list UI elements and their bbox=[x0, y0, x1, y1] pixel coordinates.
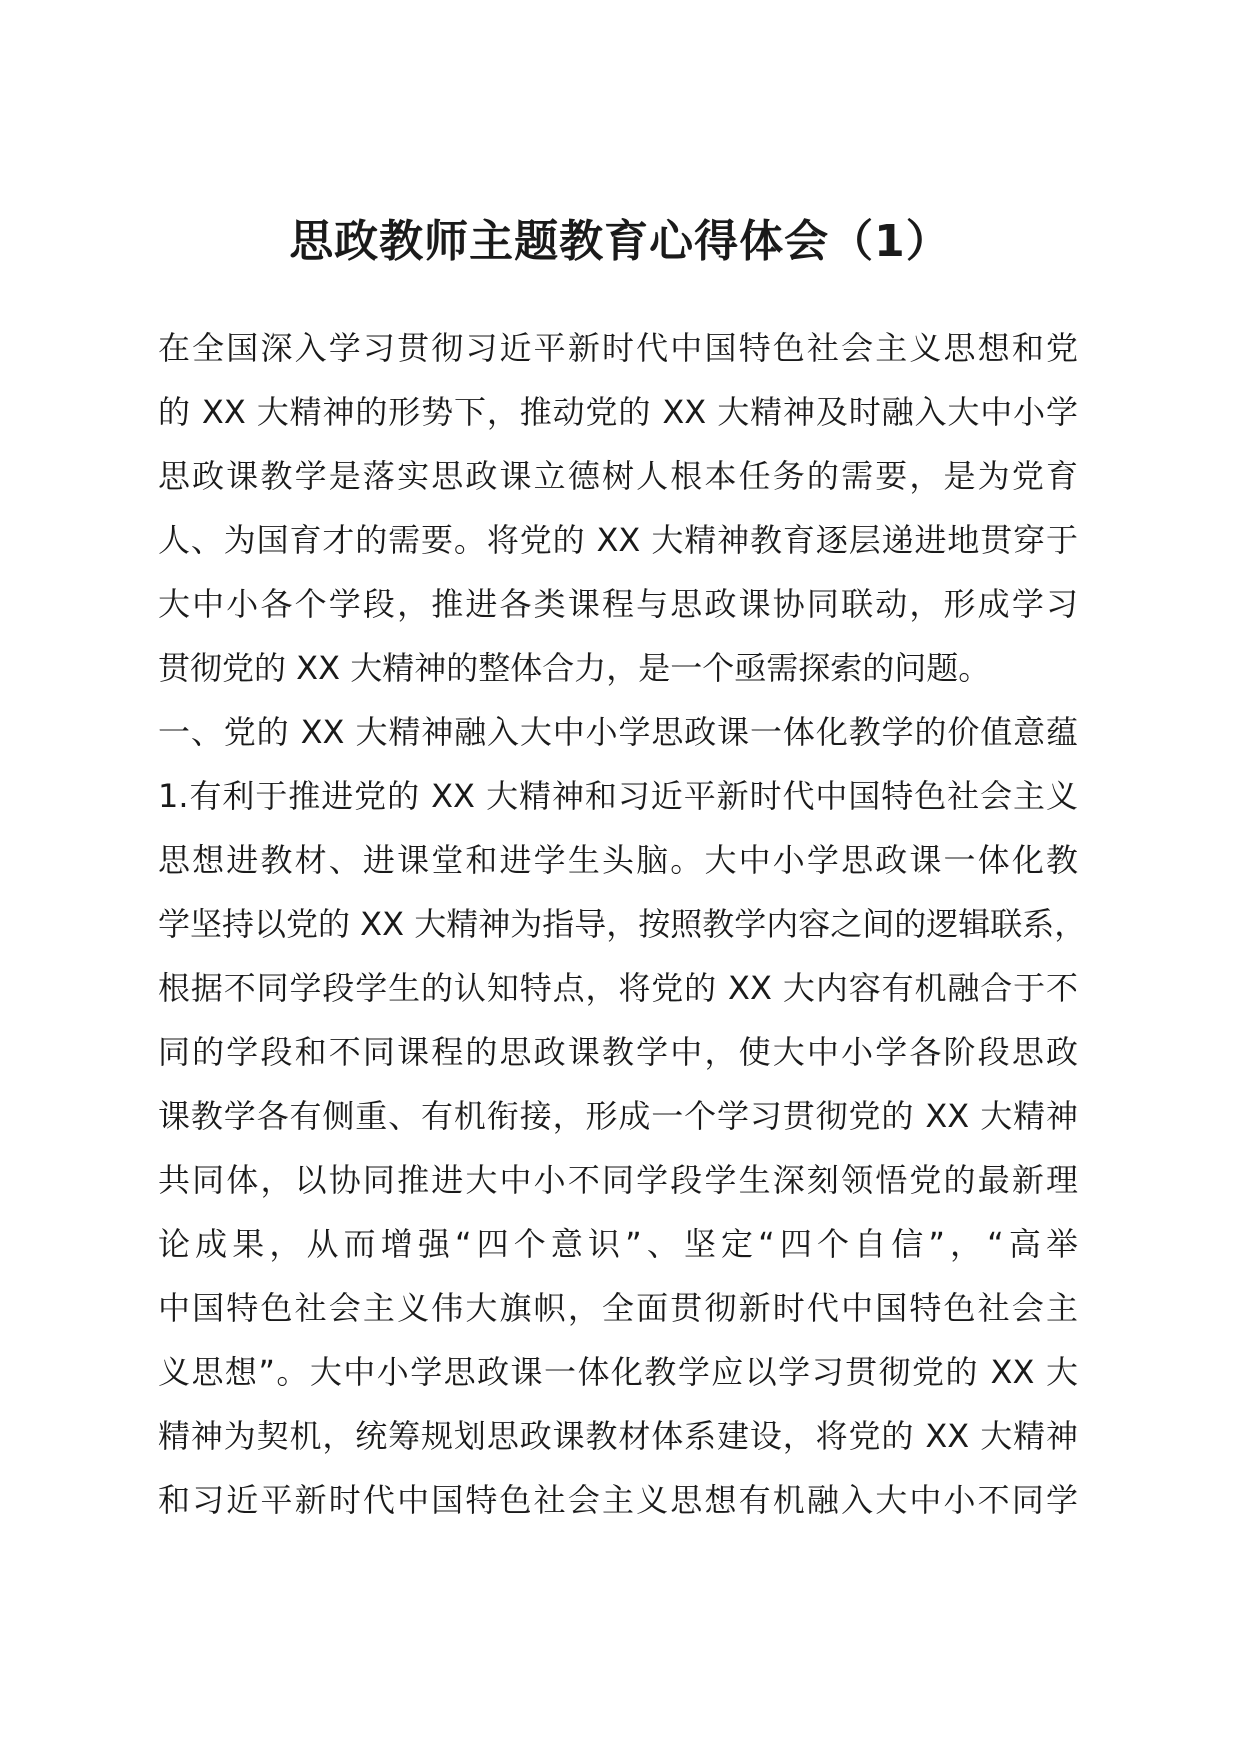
body-line: 1.有利于推进党的 XX 大精神和习近平新时代中国特色社会主义 bbox=[158, 777, 1078, 815]
document-body bbox=[158, 316, 1087, 1532]
body-line: 大中小各个学段，推进各类课程与思政课协同联动，形成学习 bbox=[158, 585, 1078, 623]
body-line: 同的学段和不同课程的思政课教学中，使大中小学各阶段思政 bbox=[158, 1033, 1078, 1071]
body-line: 义思想”。大中小学思政课一体化教学应以学习贯彻党的 XX 大 bbox=[158, 1353, 1078, 1391]
body-line: 和习近平新时代中国特色社会主义思想有机融入大中小不同学 bbox=[158, 1481, 1078, 1519]
document-title: 思政教师主题教育心得体会（1） bbox=[289, 216, 951, 267]
body-line: 共同体，以协同推进大中小不同学段学生深刻领悟党的最新理 bbox=[158, 1161, 1078, 1199]
body-line: 论成果，从而增强“四个意识”、坚定“四个自信”，“高举 bbox=[158, 1225, 1078, 1263]
body-line: 思政课教学是落实思政课立德树人根本任务的需要，是为党育 bbox=[158, 457, 1078, 495]
body-line: 中国特色社会主义伟大旗帜，全面贯彻新时代中国特色社会主 bbox=[158, 1289, 1078, 1327]
body-line: 学坚持以党的 XX 大精神为指导，按照教学内容之间的逻辑联系， bbox=[158, 905, 1087, 943]
section-heading: 一、党的 XX 大精神融入大中小学思政课一体化教学的价值意蕴 bbox=[158, 713, 1078, 751]
body-line: 贯彻党的 XX 大精神的整体合力，是一个亟需探索的问题。 bbox=[158, 649, 991, 687]
body-line: 人、为国育才的需要。将党的 XX 大精神教育逐层递进地贯穿于 bbox=[158, 521, 1078, 559]
body-line: 根据不同学段学生的认知特点，将党的 XX 大内容有机融合于不 bbox=[158, 969, 1078, 1007]
body-line: 思想进教材、进课堂和进学生头脑。大中小学思政课一体化教 bbox=[158, 841, 1078, 879]
body-line: 课教学各有侧重、有机衔接，形成一个学习贯彻党的 XX 大精神 bbox=[158, 1097, 1078, 1135]
body-line: 的 XX 大精神的形势下，推动党的 XX 大精神及时融入大中小学 bbox=[158, 393, 1078, 431]
body-line: 在全国深入学习贯彻习近平新时代中国特色社会主义思想和党 bbox=[158, 329, 1078, 367]
body-line: 精神为契机，统筹规划思政课教材体系建设，将党的 XX 大精神 bbox=[158, 1417, 1078, 1455]
